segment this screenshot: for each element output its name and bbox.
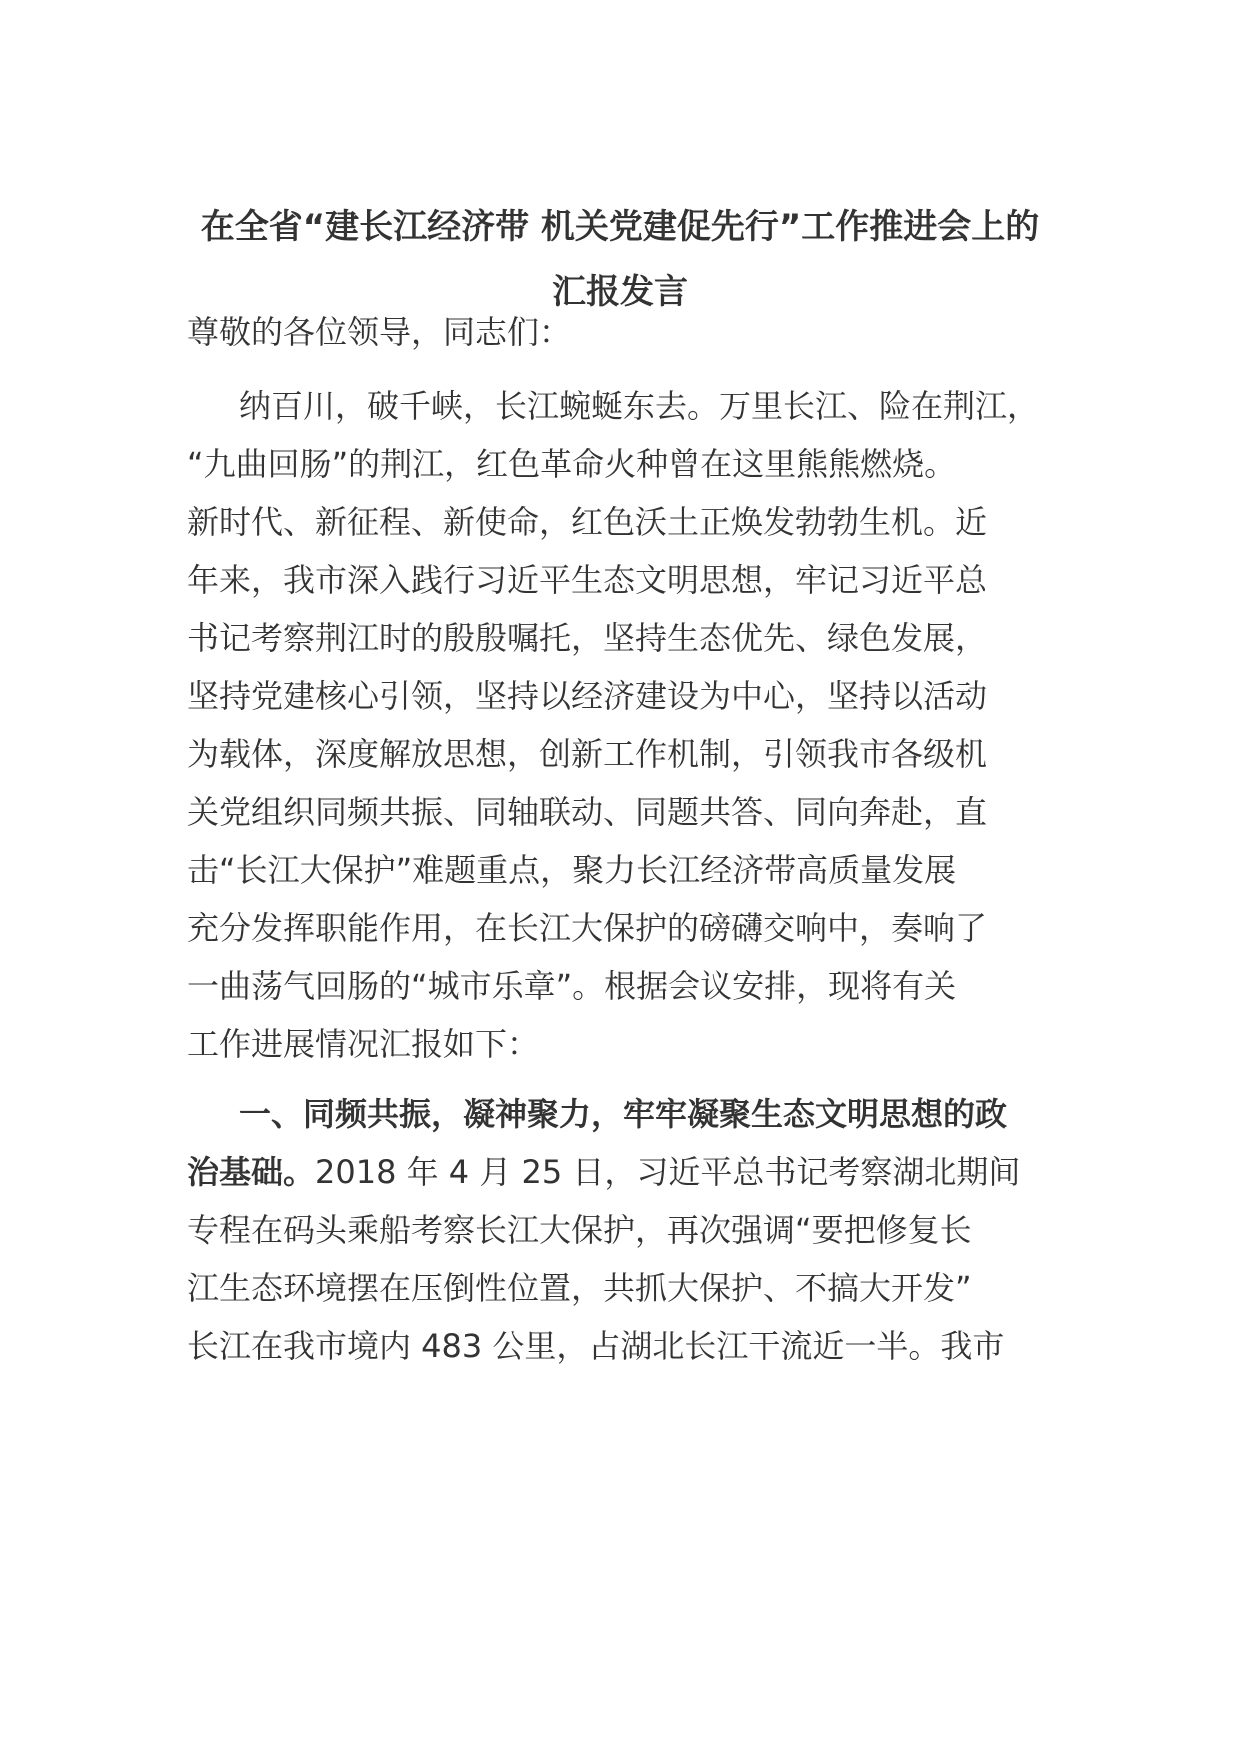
section-line: 长江在我市境内 483 公里，占湖北长江干流近一半。我市 xyxy=(187,1327,1005,1365)
paragraph-line: “九曲回肠”的荆江，红色革命火种曾在这里熊熊燃烧。 xyxy=(187,445,957,483)
paragraph-line: 坚持党建核心引领，坚持以经济建设为中心，坚持以活动 xyxy=(187,677,988,715)
paragraph-line: 新时代、新征程、新使命，红色沃土正焕发勃勃生机。近 xyxy=(187,503,988,541)
paragraph-line: 充分发挥职能作用，在长江大保护的磅礴交响中，奏响了 xyxy=(187,909,988,947)
salutation: 尊敬的各位领导，同志们： xyxy=(187,313,572,351)
section-line: 专程在码头乘船考察长江大保护，再次强调“要把修复长 xyxy=(187,1211,972,1249)
section-heading: 一、同频共振，凝神聚力，牢牢凝聚生态文明思想的政 xyxy=(239,1095,1008,1133)
paragraph-line: 一曲荡气回肠的“城市乐章”。根据会议安排，现将有关 xyxy=(187,967,957,1005)
paragraph-line: 年来，我市深入践行习近平生态文明思想，牢记习近平总 xyxy=(187,561,988,599)
paragraph-line: 纳百川，破千峡，长江蜿蜒东去。万里长江、险在荆江， xyxy=(239,387,1040,425)
document-title-line-2: 汇报发言 xyxy=(552,272,688,312)
paragraph-line: 击“长江大保护”难题重点，聚力长江经济带高质量发展 xyxy=(187,851,957,889)
document-title-line-1: 在全省“建长江经济带 机关党建促先行”工作推进会上的 xyxy=(200,207,1040,247)
section-heading-end: 治基础。 xyxy=(187,1153,316,1191)
section-line xyxy=(187,1152,1020,1192)
section-line: 江生态环境摆在压倒性位置，共抓大保护、不搞大开发” xyxy=(187,1269,972,1307)
paragraph-line: 工作进展情况汇报如下： xyxy=(187,1025,540,1063)
paragraph-line: 为载体，深度解放思想，创新工作机制，引领我市各级机 xyxy=(187,735,988,773)
section-text: 2018 年 4 月 25 日，习近平总书记考察湖北期间 xyxy=(315,1153,1021,1191)
paragraph-line: 书记考察荆江时的殷殷嘱托，坚持生态优先、绿色发展， xyxy=(187,619,988,657)
paragraph-line: 关党组织同频共振、同轴联动、同题共答、同向奔赴，直 xyxy=(187,793,988,831)
